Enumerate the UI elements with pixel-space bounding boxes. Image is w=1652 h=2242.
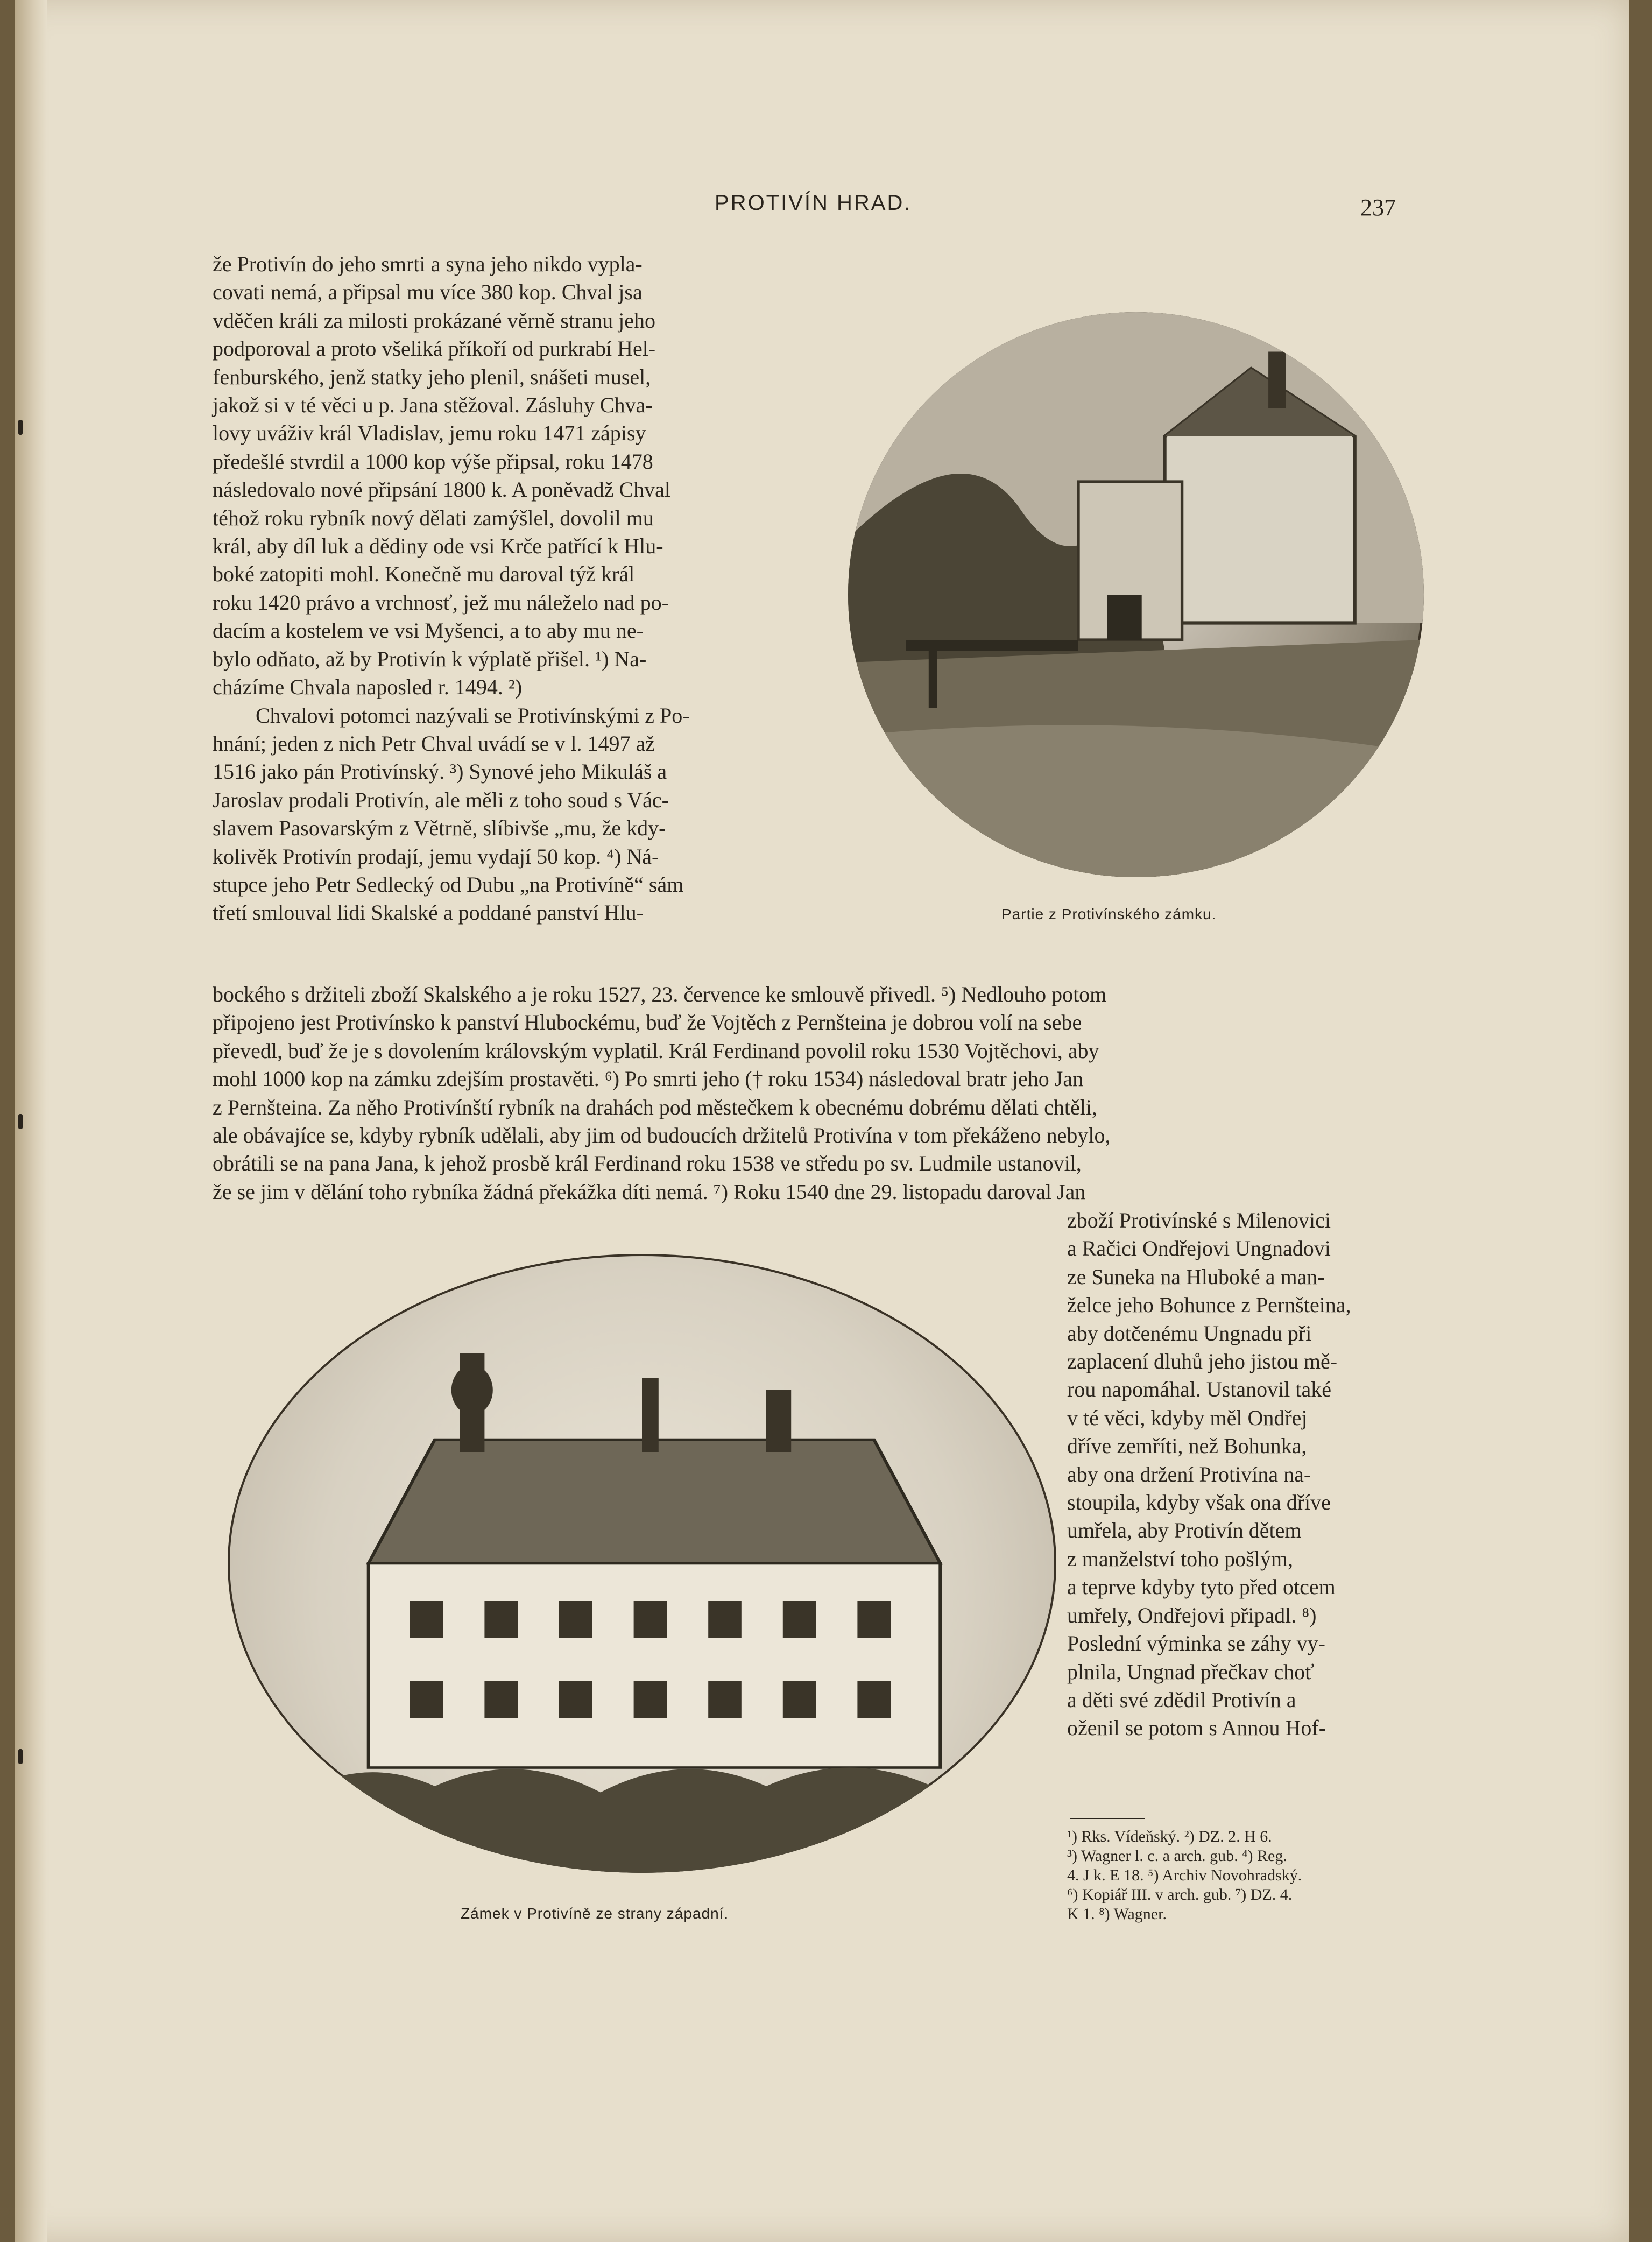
text-line: Chvalovi potomci nazývali se Protivínskými z Po- [256,703,690,728]
top-text-column [213,250,822,927]
wide-text-block [213,981,1403,1206]
text-line: cházíme Chvala naposled r. 1494. ²) [213,675,523,700]
text-line: kolivěk Protivín prodají, jemu vydají 50 kop. ⁴) Ná- [213,844,659,869]
text-line: vděčen králi za milosti prokázané věrně stranu jeho [213,308,655,333]
text-line: hnání; jeden z nich Petr Chval uvádí se v l. 1497 až [213,731,655,756]
binding-mark [18,1749,23,1764]
text-line: Poslední výminka se záhy vy- [1067,1631,1325,1656]
text-line: 1516 jako pán Protivínský. ³) Synové jeho Mikuláš a [213,759,667,784]
text-line: dacím a kostelem ve vsi Myšenci, a to aby mu ne- [213,618,644,643]
caption-top-figure: Partie z Protivínského zámku. [1001,906,1217,922]
text-line: obrátili se na pana Jana, k jehož prosbě král Ferdinand roku 1538 ve středu po sv. Ludmile ustanovil, [213,1151,1082,1176]
text-line: že se jim v dělání toho rybníka žádná překážka díti nemá. ⁷) Roku 1540 dne 29. listopadu daroval Jan [213,1179,1086,1204]
text-line: v té věci, kdyby měl Ondřej [1067,1405,1308,1430]
text-line: podporoval a proto všeliká příkoří od purkrabí Hel- [213,336,656,361]
text-line: že Protivín do jeho smrti a syna jeho nikdo vypla- [213,252,643,276]
text-line: rou napomáhal. Ustanovil také [1067,1377,1331,1402]
text-line: král, aby díl luk a dědiny ode vsi Krče patřící k Hlu- [213,534,663,559]
text-line: dříve zemříti, než Bohunka, [1067,1434,1307,1458]
text-line: z Pernšteina. Za něho Protivínští rybník na drahách pod městečkem k obecnému dobrému dělati chtěli, [213,1095,1097,1119]
caption-bottom-figure: Zámek v Protivíně ze strany západní. [461,1905,729,1922]
page-number: 237 [1360,194,1396,221]
footnote-line: ⁶) Kopiář III. v arch. gub. ⁷) DZ. 4. [1067,1886,1293,1903]
text-line: zaplacení dluhů jeho jistou mě- [1067,1349,1338,1374]
text-line: bockého s držiteli zboží Skalského a je roku 1527, 23. července ke smlouvě přivedl. ⁵) Nedlouho potom [213,982,1107,1006]
text-line: téhož roku rybník nový dělati zamýšlel, dovolil mu [213,505,654,530]
text-line: slavem Pasovarským z Větrně, slíbivše „mu, že kdy- [213,816,666,841]
text-line: připojeno jest Protivínsko k panství Hlubockému, buď že Vojtěch z Pernšteina je dobrou volí na sebe [213,1010,1082,1035]
text-line: fenburského, jenž statky jeho plenil, snášeti musel, [213,364,651,389]
text-line: předešlé stvrdil a 1000 kop výše připsal, roku 1478 [213,449,653,474]
text-line: stoupila, kdyby však ona dříve [1067,1490,1331,1515]
footnote-line: ³) Wagner l. c. a arch. gub. ⁴) Reg. [1067,1847,1287,1865]
text-line: lovy uváživ král Vladislav, jemu roku 1471 zápisy [213,421,646,446]
text-line: aby dotčenému Ungnadu při [1067,1321,1312,1345]
footnote-line: K 1. ⁸) Wagner. [1067,1905,1167,1923]
text-line: umřela, aby Protivín dětem [1067,1518,1302,1543]
text-line: a děti své zdědil Protivín a [1067,1687,1296,1712]
text-line: třetí smlouval lidi Skalské a poddané panství Hlu- [213,900,644,925]
castle-partie-engraving [848,312,1424,877]
text-line: želce jeho Bohunce z Pernšteina, [1067,1293,1351,1317]
right-text-column [1067,1207,1398,1743]
text-line: mohl 1000 kop na zámku zdejším prostavěti. ⁶) Po smrti jeho († roku 1534) následoval bratr jeho Jan [213,1067,1084,1091]
text-line: jakož si v té věci u p. Jana stěžoval. Zásluhy Chva- [213,393,653,418]
text-line: z manželství toho pošlým, [1067,1546,1293,1571]
text-line: oženil se potom s Annou Hof- [1067,1716,1326,1740]
running-title: PROTIVÍN HRAD. [715,191,912,215]
text-line: roku 1420 právo a vrchnosť, jež mu náleželo nad po- [213,590,669,615]
castle-west-side-engraving [228,1254,1056,1873]
book-spine-shadow [15,0,47,2242]
text-line: ale obávajíce se, kdyby rybník udělali, aby jim od budoucích držitelů Protivína v tom překáženo nebylo, [213,1123,1111,1148]
text-line: následovalo nové připsání 1800 k. A poněvadž Chval [213,477,670,502]
text-line: Jaroslav prodali Protivín, ale měli z toho soud s Vác- [213,787,669,812]
binding-mark [18,420,23,435]
book-page [15,0,1629,2242]
footnotes [1067,1827,1401,1924]
text-line: bylo odňato, až by Protivín k výplatě přišel. ¹) Na- [213,646,647,671]
text-line: a Račici Ondřejovi Ungnadovi [1067,1236,1331,1261]
text-line: ze Suneka na Hluboké a man- [1067,1264,1325,1289]
text-line: a teprve kdyby tyto před otcem [1067,1575,1336,1599]
text-line: převedl, buď že je s dovolením královským vyplatil. Král Ferdinand povolil roku 1530 Vojtěchovi, aby [213,1038,1099,1063]
text-line: aby ona držení Protivína na- [1067,1462,1311,1486]
text-line: plnila, Ungnad přečkav choť [1067,1659,1315,1684]
text-line: zboží Protivínské s Milenovici [1067,1208,1331,1232]
footnote-line: 4. J k. E 18. ⁵) Archiv Novohradský. [1067,1866,1302,1884]
text-line: umřely, Ondřejovi připadl. ⁸) [1067,1603,1317,1627]
footnote-rule [1070,1818,1145,1819]
text-line: stupce jeho Petr Sedlecký od Dubu „na Protivíně“ sám [213,872,684,897]
footnote-line: ¹) Rks. Vídeňský. ²) DZ. 2. H 6. [1067,1828,1272,1845]
binding-mark [18,1114,23,1129]
text-line: covati nemá, a připsal mu více 380 kop. Chval jsa [213,280,643,305]
text-line: boké zatopiti mohl. Konečně mu daroval týž král [213,562,635,587]
